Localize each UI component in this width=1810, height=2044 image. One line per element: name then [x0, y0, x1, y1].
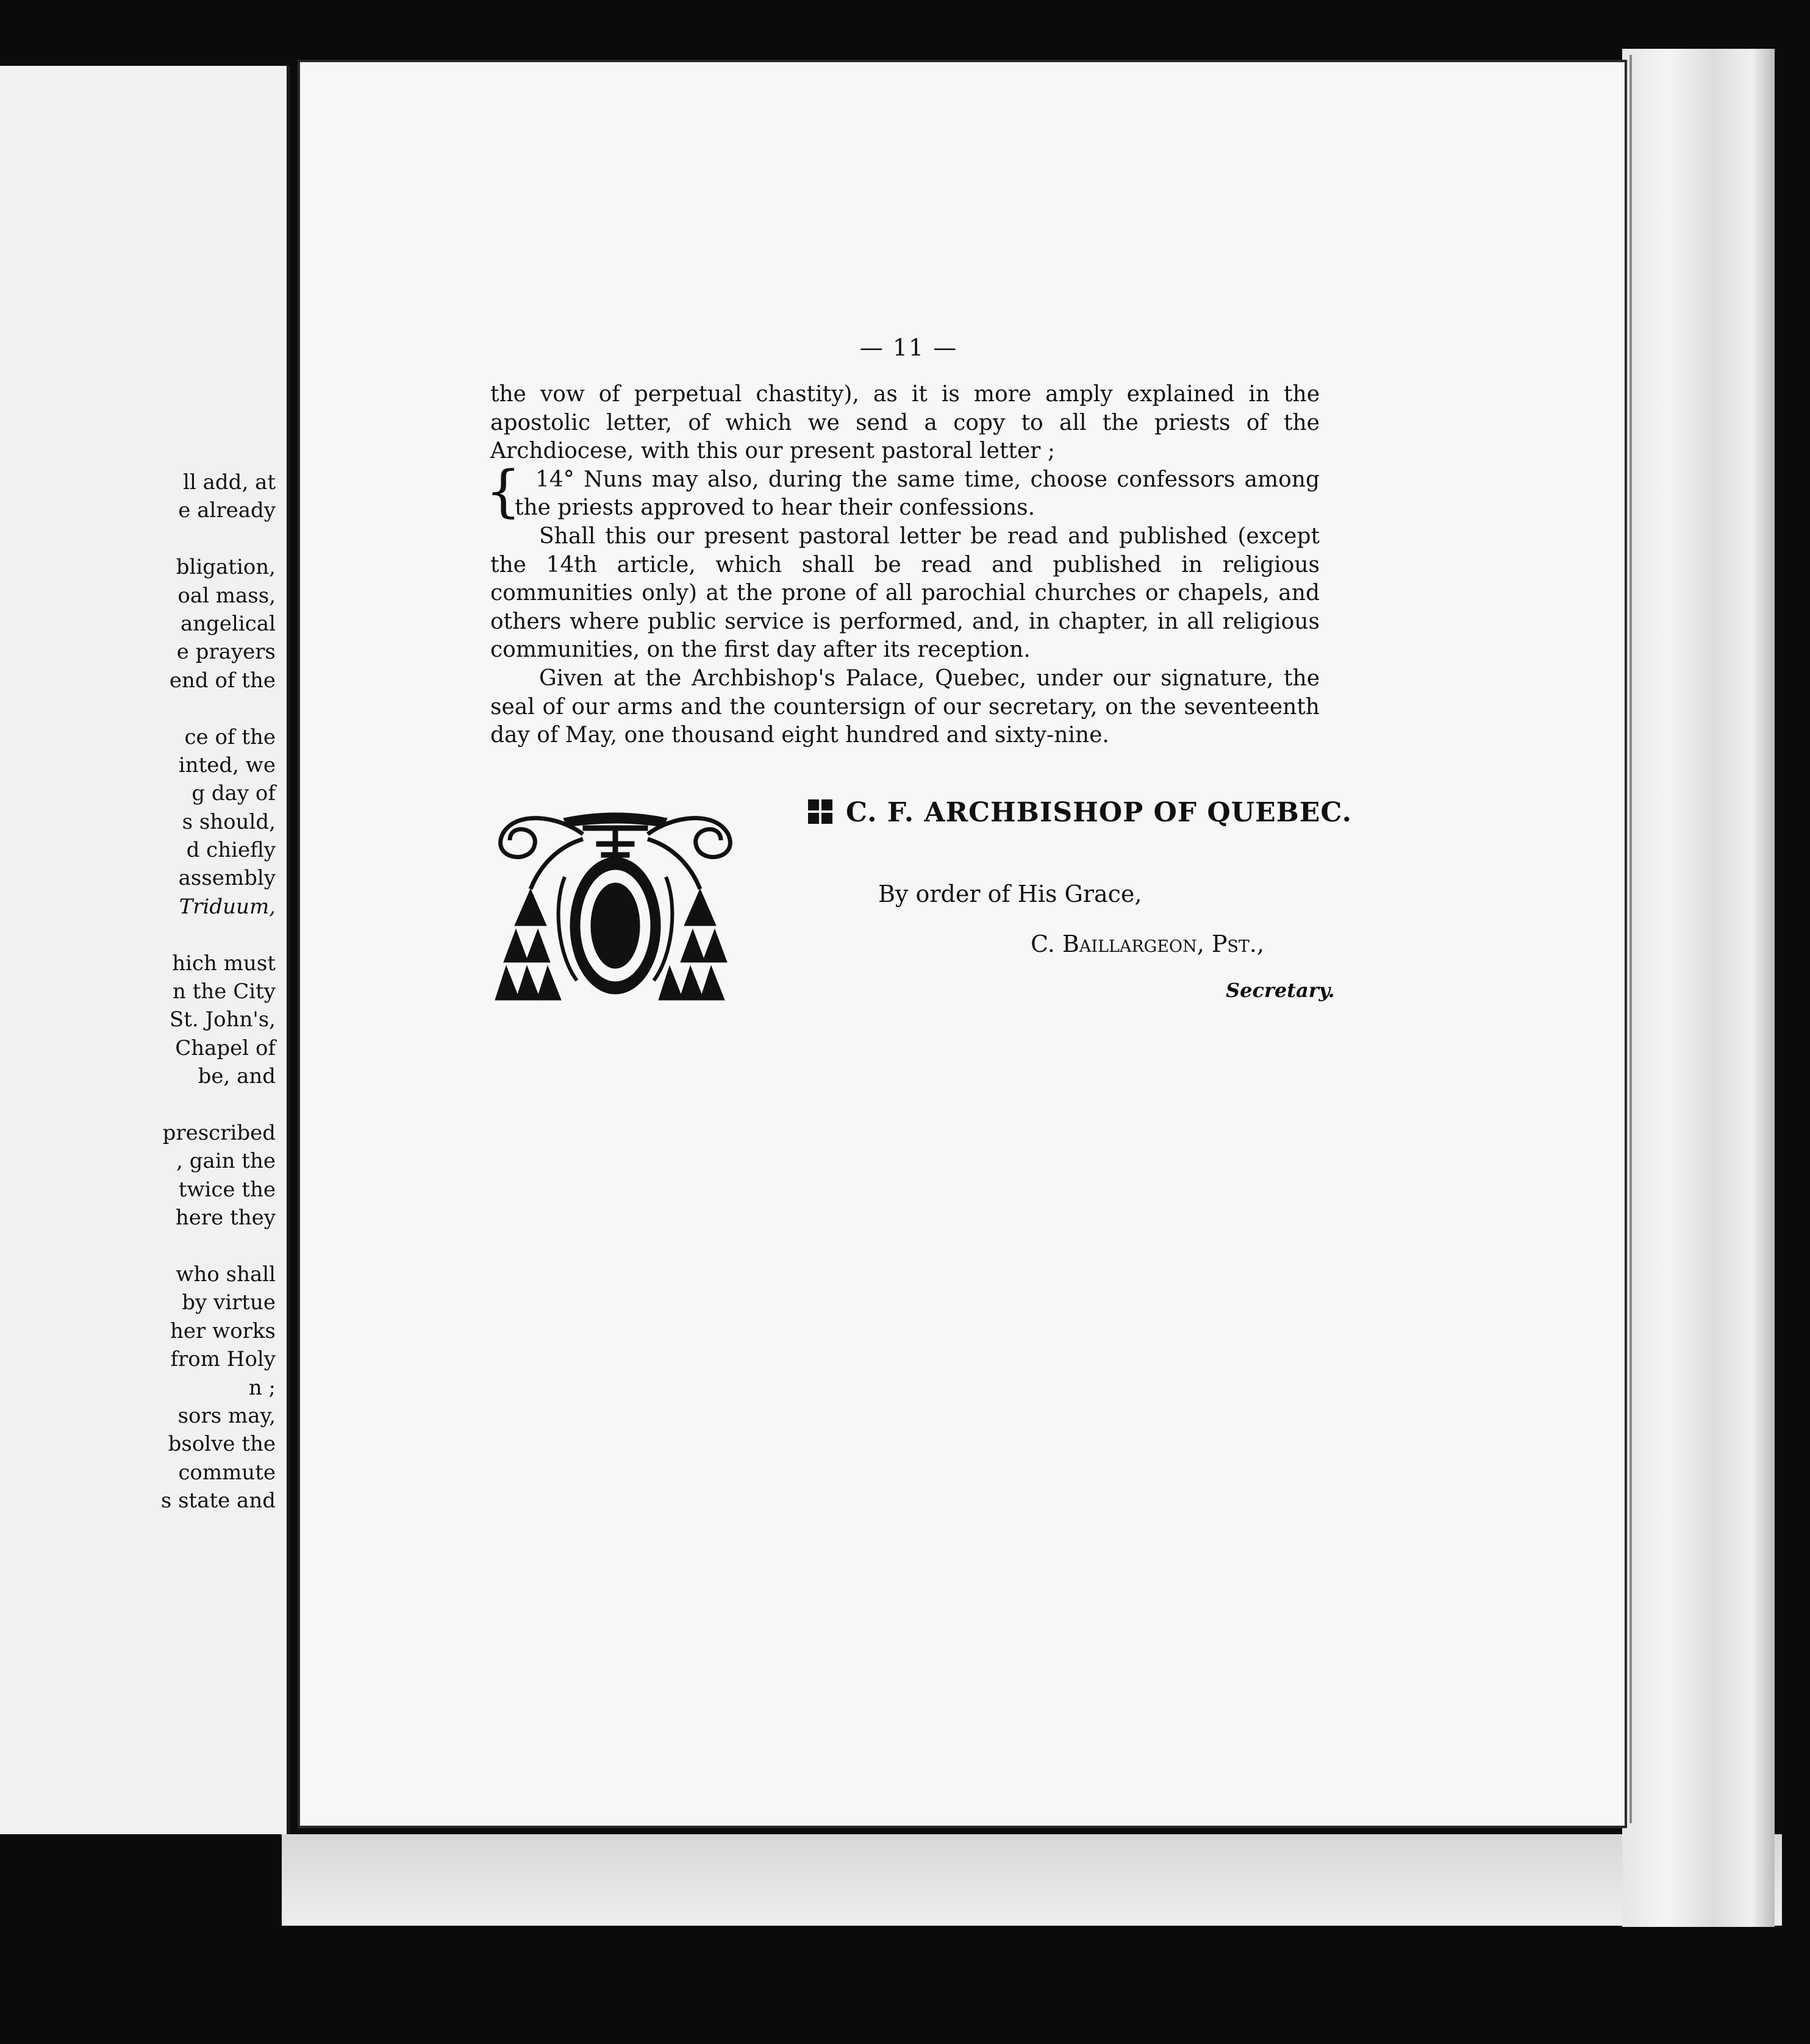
- previous-page-line: commute: [178, 1460, 276, 1485]
- previous-page-line: [161, 525, 276, 553]
- previous-page-line: Chapel of: [175, 1035, 276, 1060]
- previous-page-line: here they: [175, 1206, 276, 1231]
- previous-page-line: assembly: [178, 866, 276, 891]
- previous-page-line: who shall: [176, 1262, 276, 1287]
- previous-page-line: n the City: [173, 979, 276, 1004]
- previous-page-line: e prayers: [176, 640, 276, 665]
- previous-page-line: inted, we: [178, 752, 276, 777]
- previous-page-line: bsolve the: [168, 1432, 276, 1457]
- previous-page-line: be, and: [198, 1064, 276, 1089]
- previous-page-line: g day of: [191, 781, 276, 806]
- order-line: By order of His Grace,: [878, 881, 1142, 907]
- previous-page-line: end of the: [169, 668, 276, 693]
- pastoral-letter-text: [485, 381, 1320, 750]
- previous-page-line: [161, 921, 276, 949]
- bracketed-article: [485, 458, 1320, 524]
- previous-page-line: e already: [178, 498, 276, 523]
- previous-page-line: angelical: [181, 611, 276, 636]
- publication-paragraph: Shall this our present pastoral letter be read and published (except the 14th article, which shall be read and published in religious communities only) at the prone of all parochial churches or chapels, and others where public service is performed, and, in chapter, in all religious communities, on the first day after its reception.: [490, 523, 1320, 663]
- maltese-cross-icon: [808, 799, 832, 824]
- previous-page-line: ll add, at: [183, 470, 276, 495]
- given-at-paragraph: Given at the Archbishop's Palace, Quebec, under our signature, the seal of our arms and the countersign of our secretary, on the seventeenth day of May, one thousand eight hundred and sixty-nine.: [490, 665, 1320, 748]
- page-number: — 11 —: [859, 334, 958, 361]
- article-14: 14° Nuns may also, during the same time, choose confessors among the priests approved to hear their confessions.: [515, 466, 1320, 521]
- previous-page-line: St. John's,: [169, 1007, 276, 1032]
- previous-page-line: [161, 1232, 276, 1260]
- previous-page-line: Triduum,: [179, 894, 276, 919]
- paragraph-continuation: the vow of perpetual chastity), as it is more amply explained in the apostolic letter, of which we send a copy to all the priests of the Archdiocese, with this our present pastoral letter ;: [490, 382, 1320, 464]
- previous-page-line: hich must: [172, 951, 276, 976]
- signature-text: C. F. ARCHBISHOP OF QUEBEC.: [846, 797, 1352, 828]
- previous-page-line: from Holy: [170, 1347, 276, 1372]
- previous-page-line: prescribed: [162, 1120, 276, 1145]
- book-bottom-edge: [282, 1834, 1782, 1926]
- previous-page-line: twice the: [178, 1177, 276, 1202]
- previous-page-line: , gain the: [176, 1149, 276, 1174]
- previous-page-text: [161, 468, 276, 1515]
- secretary-title: Secretary.: [1226, 979, 1335, 1002]
- previous-page-line: ce of the: [184, 724, 276, 749]
- previous-page-line: bligation,: [176, 555, 276, 580]
- curly-brace: {: [485, 458, 521, 524]
- page-edge-rule: [1629, 55, 1632, 1823]
- coat-of-arms-seal: [492, 810, 739, 1006]
- previous-page-line: n ;: [248, 1375, 276, 1400]
- previous-page-line: s state and: [160, 1488, 276, 1513]
- previous-page-line: sors may,: [177, 1403, 276, 1428]
- secretary-name: C. Baillargeon, Pst.,: [1031, 931, 1265, 957]
- previous-page-line: [161, 1091, 276, 1119]
- previous-page-line: s should,: [182, 809, 276, 834]
- previous-page-line: by virtue: [182, 1290, 276, 1315]
- previous-page-line: her works: [170, 1318, 276, 1343]
- previous-page-line: [161, 695, 276, 723]
- previous-page-line: d chiefly: [186, 838, 276, 863]
- previous-page: [0, 66, 290, 1834]
- book-right-edge: [1622, 49, 1775, 1927]
- previous-page-line: oal mass,: [177, 583, 276, 608]
- archbishop-signature: [808, 797, 1352, 828]
